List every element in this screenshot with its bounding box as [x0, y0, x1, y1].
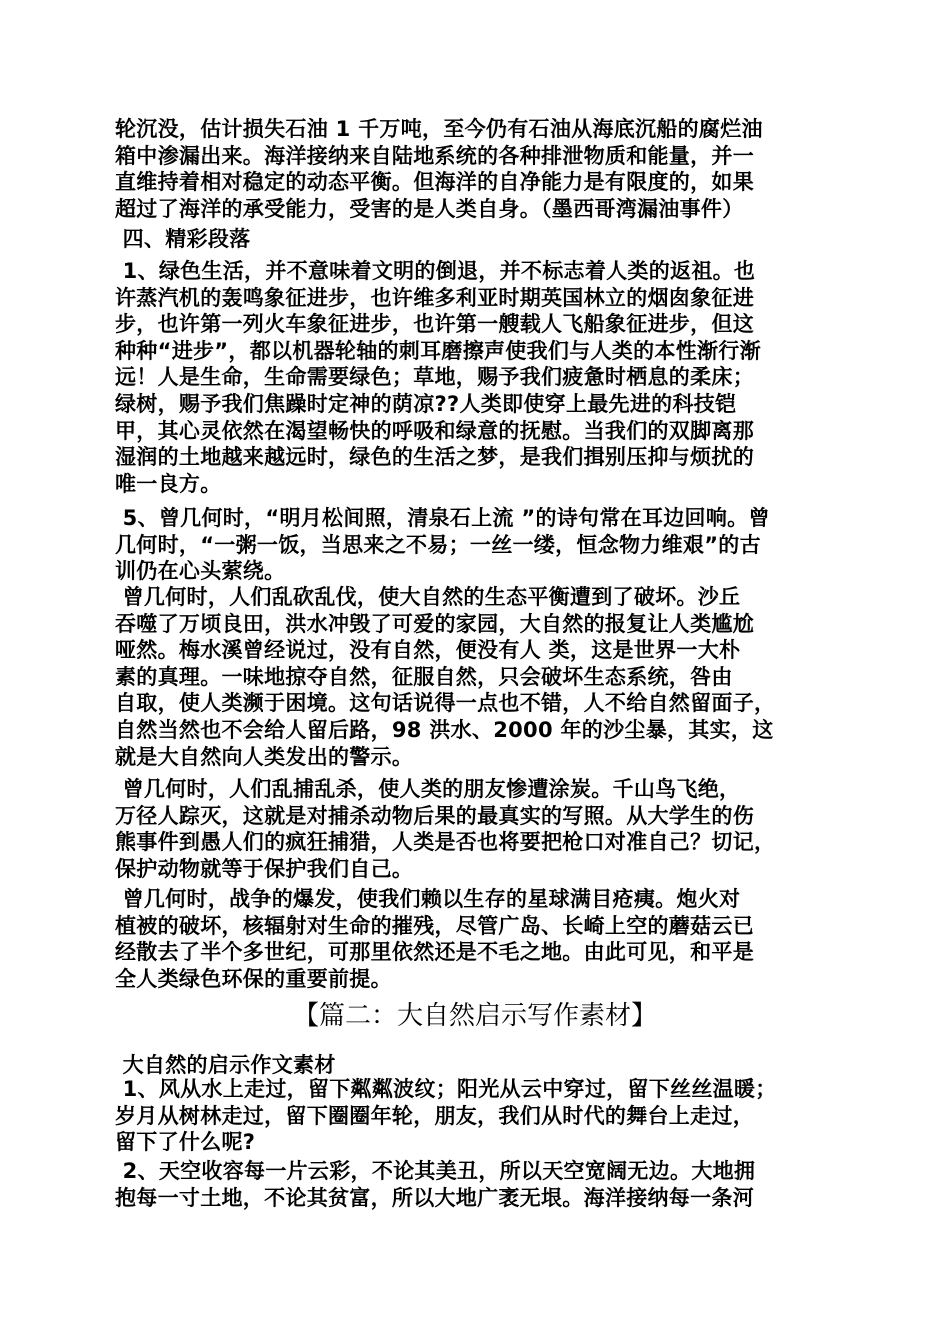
intro-paragraph: 轮沉没，估计损失石油 1 千万吨，至今仍有石油从海底沉船的腐烂油 箱中渗漏出来。海洋接纳来自陆地系统的各种排泄物质和能量，并一 直维持着相对稳定的动态平衡。但海洋的自净能力是有限度的，如果 超过了海洋的承受能力，受害的是人类自身。（墨西哥湾漏油事件）: [115, 117, 763, 221]
paragraph-war: 曾几何时，战争的爆发，使我们赖以生存的星球满目疮痍。炮火对 植被的破坏，核辐射对生命的摧残，尽管广岛、长崎上空的蘑菇云已 经散去了半个多世纪，可那里依然还是不毛之地。由此可见，和平是 全人类绿色环保的重要前提。: [115, 887, 754, 991]
paragraph-5: 5、曾几何时，“明月松间照，清泉石上流 ”的诗句常在耳边回响。曾 几何时，“一粥一饭，当思来之不易；一丝一缕，恒念物力维艰”的古 训仍在心头萦绕。: [115, 506, 770, 584]
section-heading-four: 四、精彩段落: [115, 227, 251, 251]
quote-1: 1、风从水上走过，留下粼粼波纹；阳光从云中穿过，留下丝丝温暖； 岁月从树林走过，留下圈圈年轮，朋友，我们从时代的舞台上走过， 留下了什么呢?: [115, 1077, 777, 1155]
section-heading: 大自然的启示作文素材: [115, 1053, 336, 1077]
paragraph-deforestation: 曾几何时，人们乱砍乱伐，使大自然的生态平衡遭到了破坏。沙丘 吞噬了万顷良田，洪水冲毁了可爱的家园，大自然的报复让人类尴尬 哑然。梅水溪曾经说过，没有自然，便没有人 类，这是世界一大朴 素的真理。一味地掠夺自然，征服自然，只会破坏生态系统，咎由 自取，使人类濒于困境。这句话说得一点也不错，人不给自然留面子， 自然当然也不会给人留后路，98 洪水、2000 年的沙尘暴，其实，这 就是大自然向人类发出的警示。: [115, 585, 776, 769]
quote-2: 2、天空收容每一片云彩，不论其美丑，所以天空宽阔无边。大地拥 抱每一寸土地，不论其贫富，所以大地广袤无垠。海洋接纳每一条河: [115, 1159, 756, 1210]
paragraph-hunting: 曾几何时，人们乱捕乱杀，使人类的朋友惨遭涂炭。千山鸟飞绝， 万径人踪灭，这就是对捕杀动物后果的最真实的写照。从大学生的伤 熊事件到愚人们的疯狂捕猎，人类是否也将要把枪口对准自己？切记， 保护动物就等于保护我们自己。: [115, 777, 776, 881]
section-title: 【篇二：大自然启示写作素材】: [292, 1001, 657, 1031]
paragraph-1: 1、绿色生活，并不意味着文明的倒退，并不标志着人类的返祖。也 许蒸汽机的轰鸣象征进步，也许维多利亚时期英国林立的烟囱象征进 步，也许第一列火车象征进步，也许第一艘载人飞船象征进步，但这 种种“进步”，都以机器轮轴的刺耳磨擦声使我们与人类的本性渐行渐 远！人是生命，生命需要绿色；草地，赐予我们疲惫时栖息的柔床； 绿树，赐予我们焦躁时定神的荫凉??人类即使穿上最先进的科技铠 甲，其心灵依然在渴望畅快的呼吸和绿意的抚慰。当我们的双脚离那 湿润的土地越来越远时，绿色的生活之梦，是我们揖别压抑与烦扰的 唯一良方。: [115, 259, 761, 496]
